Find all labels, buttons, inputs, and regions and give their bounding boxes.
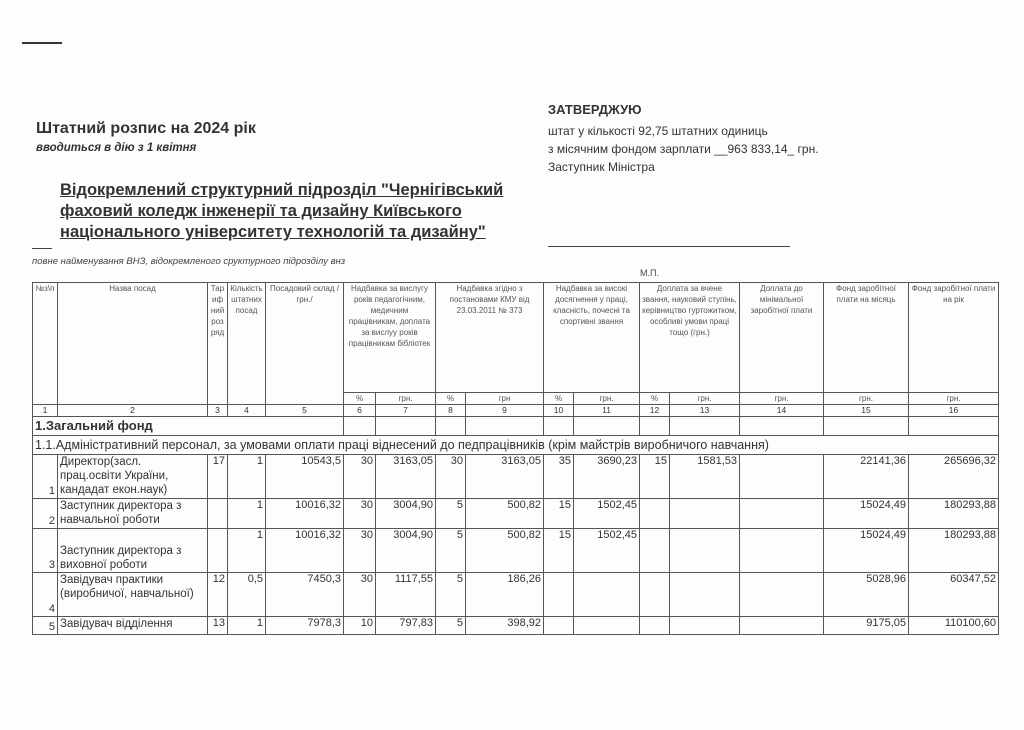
unit-pct: % (436, 393, 466, 405)
cell-ach-uah (574, 573, 640, 617)
staff-table (32, 282, 999, 635)
cell-count: 1 (228, 455, 266, 499)
cell-count: 1 (228, 617, 266, 635)
cell-kmu-pct: 5 (436, 529, 466, 573)
cell-kmu-uah: 3163,05 (466, 455, 544, 499)
cell-deg-uah (670, 573, 740, 617)
unit-uah: грн. (909, 393, 999, 405)
cell-grade (208, 499, 228, 529)
approval-monthly-fund: з місячним фондом зарплати __963 833,14_ грн. (548, 142, 819, 156)
subsection-row (33, 436, 999, 455)
column-number: 6 (344, 405, 376, 417)
divider (32, 248, 52, 249)
section-row (33, 417, 999, 436)
table-row (33, 499, 999, 529)
cell-kmu-uah: 186,26 (466, 573, 544, 617)
cell-sen-pct: 30 (344, 529, 376, 573)
column-number: 12 (640, 405, 670, 417)
cell-ach-uah: 1502,45 (574, 529, 640, 573)
cell-salary: 7450,3 (266, 573, 344, 617)
header-degree: Доплата за вчене звання, науковий ступінь, керівництво гуртожитком, особливі умови праці тощо (грн.) (640, 283, 740, 393)
cell-grade: 12 (208, 573, 228, 617)
cell-name: Директор(засл. прац.освіти України, кандадат екон.наук) (58, 455, 208, 499)
table-row (33, 573, 999, 617)
cell-kmu-uah: 398,92 (466, 617, 544, 635)
header-row (33, 283, 999, 393)
cell-salary: 10543,5 (266, 455, 344, 499)
column-number: 13 (670, 405, 740, 417)
cell-name: Завідувач відділення (58, 617, 208, 635)
cell-kmu-uah: 500,82 (466, 529, 544, 573)
cell-kmu-pct: 30 (436, 455, 466, 499)
column-number: 11 (574, 405, 640, 417)
cell-no: 5 (33, 617, 58, 635)
header-seniority: Надбавка за вислугу років педагогічним, медичним працівникам, доплата за вислуу років працівникам бібліотек (344, 283, 436, 393)
approval-staff-count: штат у кількості 92,75 штатних одиниць (548, 124, 768, 138)
cell-min (740, 617, 824, 635)
cell-min (740, 529, 824, 573)
cell-sen-uah: 3004,90 (376, 499, 436, 529)
cell-annual: 60347,52 (909, 573, 999, 617)
unit-pct: % (640, 393, 670, 405)
cell-kmu-pct: 5 (436, 499, 466, 529)
header-grade: Тарифний розряд (208, 283, 228, 405)
column-numbers-row (33, 405, 999, 417)
unit-pct: % (344, 393, 376, 405)
cell-salary: 7978,3 (266, 617, 344, 635)
column-number: 14 (740, 405, 824, 417)
column-number: 15 (824, 405, 909, 417)
column-number: 7 (376, 405, 436, 417)
header-salary: Посадовий склад /грн./ (266, 283, 344, 405)
cell-annual: 180293,88 (909, 529, 999, 573)
header-position: Назва посад (58, 283, 208, 405)
cell-salary: 10016,32 (266, 499, 344, 529)
column-number: 4 (228, 405, 266, 417)
cell-sen-pct: 10 (344, 617, 376, 635)
cell-kmu-pct: 5 (436, 573, 466, 617)
approval-heading: ЗАТВЕРДЖУЮ (548, 102, 642, 117)
cell-name: Заступник директора з виховної роботи (58, 529, 208, 573)
cell-deg-pct: 15 (640, 455, 670, 499)
table-row (33, 455, 999, 499)
cell-sen-pct: 30 (344, 455, 376, 499)
cell-annual: 180293,88 (909, 499, 999, 529)
cell-ach-pct: 35 (544, 455, 574, 499)
header-no: №з\п (33, 283, 58, 405)
stamp-label: М.П. (640, 268, 659, 278)
cell-sen-pct: 30 (344, 573, 376, 617)
cell-ach-pct (544, 617, 574, 635)
cell-deg-pct (640, 573, 670, 617)
cell-annual: 110100,60 (909, 617, 999, 635)
unit-uah: грн (466, 393, 544, 405)
header-minimum: Доплата до мінімальної заробітної плати (740, 283, 824, 393)
column-number: 16 (909, 405, 999, 417)
column-number: 3 (208, 405, 228, 417)
column-number: 9 (466, 405, 544, 417)
cell-deg-pct (640, 529, 670, 573)
cell-ach-uah: 3690,23 (574, 455, 640, 499)
cell-count: 0,5 (228, 573, 266, 617)
cell-deg-uah (670, 617, 740, 635)
cell-name: Завідувач практики (виробничої, навчальної) (58, 573, 208, 617)
cell-min (740, 455, 824, 499)
cell-monthly: 22141,36 (824, 455, 909, 499)
table-row (33, 529, 999, 573)
cell-annual: 265696,32 (909, 455, 999, 499)
cell-ach-uah: 1502,45 (574, 499, 640, 529)
cell-sen-pct: 30 (344, 499, 376, 529)
unit-uah: грн. (574, 393, 640, 405)
cell-no: 1 (33, 455, 58, 499)
scan-mark (22, 42, 62, 44)
column-number: 2 (58, 405, 208, 417)
cell-deg-uah (670, 499, 740, 529)
cell-min (740, 499, 824, 529)
header-kmu: Надбавка згідно з постановами КМУ від 23.03.2011 № 373 (436, 283, 544, 393)
cell-sen-uah: 3163,05 (376, 455, 436, 499)
cell-ach-pct (544, 573, 574, 617)
cell-grade (208, 529, 228, 573)
header-annual: Фонд заробітної плати на рік (909, 283, 999, 393)
cell-deg-pct (640, 499, 670, 529)
cell-grade: 13 (208, 617, 228, 635)
page-subtitle: вводиться в дію з 1 квітня (36, 142, 197, 154)
header-count: Кількість штатних посад (228, 283, 266, 405)
approval-signer: Заступник Міністра (548, 160, 655, 174)
cell-salary: 10016,32 (266, 529, 344, 573)
column-number: 1 (33, 405, 58, 417)
cell-sen-uah: 797,83 (376, 617, 436, 635)
unit-pct: % (544, 393, 574, 405)
cell-ach-uah (574, 617, 640, 635)
cell-ach-pct: 15 (544, 529, 574, 573)
cell-no: 4 (33, 573, 58, 617)
unit-uah: грн. (670, 393, 740, 405)
column-number: 5 (266, 405, 344, 417)
organization-name: Відокремлений структурний підрозділ "Чернігівський фаховий коледж інженерії та дизайну Київського національного університету технологій та дизайну" (60, 181, 504, 241)
cell-sen-uah: 1117,55 (376, 573, 436, 617)
header-achievement: Надбавка за високі досягнення у праці, класність, почесні та спортивні звання (544, 283, 640, 393)
unit-uah: грн. (824, 393, 909, 405)
unit-uah: грн. (740, 393, 824, 405)
table-row (33, 617, 999, 635)
cell-ach-pct: 15 (544, 499, 574, 529)
cell-kmu-uah: 500,82 (466, 499, 544, 529)
cell-kmu-pct: 5 (436, 617, 466, 635)
cell-no: 3 (33, 529, 58, 573)
cell-count: 1 (228, 529, 266, 573)
column-number: 8 (436, 405, 466, 417)
page-title: Штатний розпис на 2024 рік (36, 120, 256, 137)
cell-deg-pct (640, 617, 670, 635)
unit-uah: грн. (376, 393, 436, 405)
cell-grade: 17 (208, 455, 228, 499)
cell-name: Заступник директора з навчальної роботи (58, 499, 208, 529)
subsection-title: 1.1.Адміністративний персонал, за умовами оплати праці віднесений до педпрацівників (крім майстрів виробничого навчання) (33, 436, 999, 455)
cell-min (740, 573, 824, 617)
cell-monthly: 15024,49 (824, 499, 909, 529)
cell-deg-uah (670, 529, 740, 573)
cell-monthly: 5028,96 (824, 573, 909, 617)
cell-sen-uah: 3004,90 (376, 529, 436, 573)
column-number: 10 (544, 405, 574, 417)
header-monthly: Фонд заробітної плати на місяць (824, 283, 909, 393)
cell-no: 2 (33, 499, 58, 529)
organization-note: повне найменування ВНЗ, відокремленого сруктурного підрозділу внз (32, 256, 346, 267)
cell-monthly: 15024,49 (824, 529, 909, 573)
cell-deg-uah: 1581,53 (670, 455, 740, 499)
cell-monthly: 9175,05 (824, 617, 909, 635)
table-body (33, 455, 999, 635)
signature-line (548, 246, 790, 247)
section-title: 1.Загальний фонд (33, 417, 344, 436)
cell-count: 1 (228, 499, 266, 529)
